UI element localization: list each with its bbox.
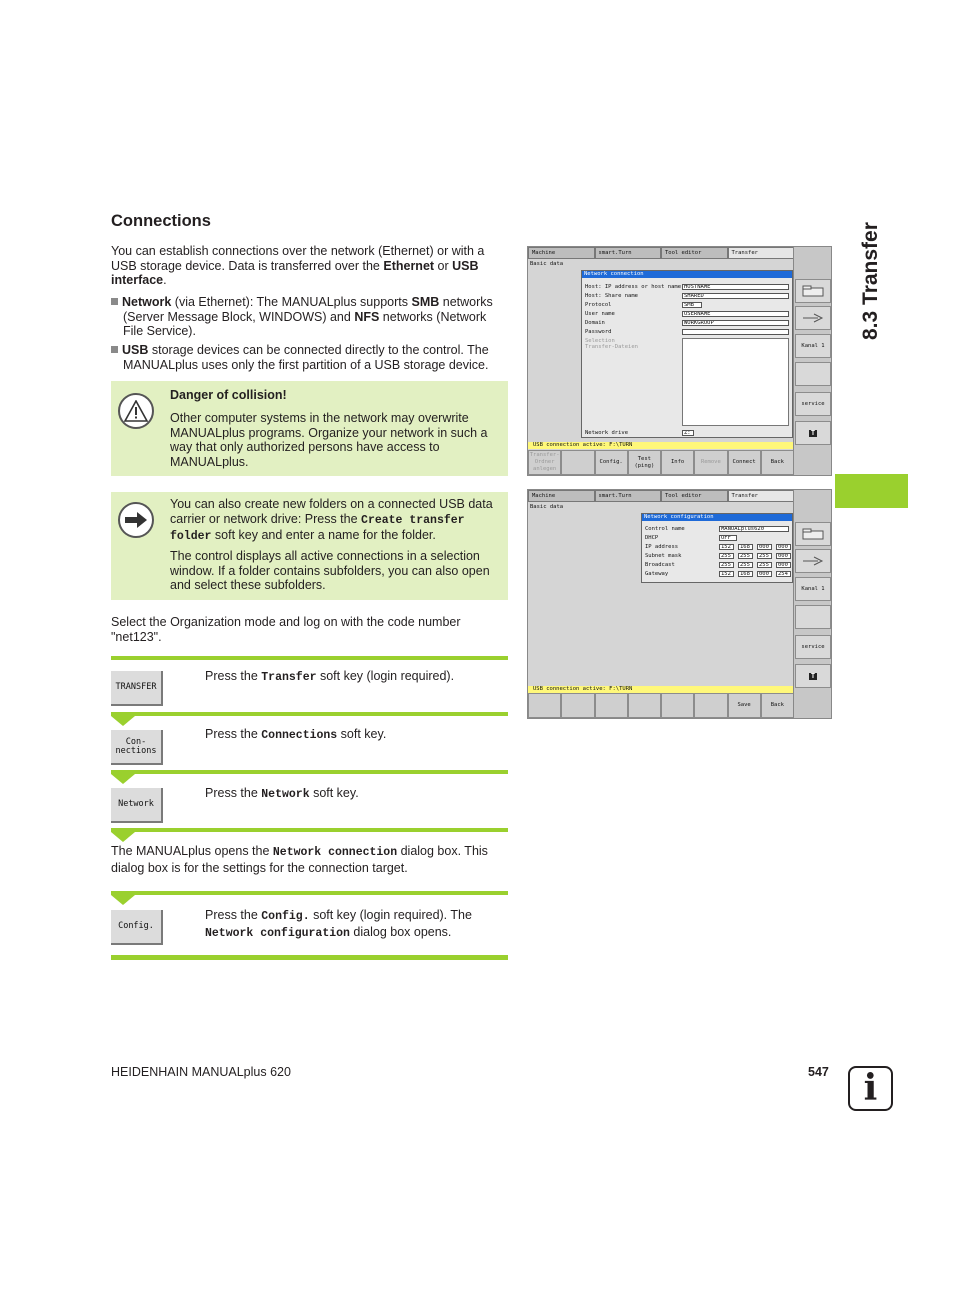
vk-tool-icon[interactable] <box>795 549 831 573</box>
username-field[interactable]: USERNAME <box>682 311 789 317</box>
sk-empty[interactable] <box>528 693 561 718</box>
page-number: 547 <box>808 1065 829 1079</box>
control-name-field[interactable]: MANUALplus620 <box>719 526 789 532</box>
step-arrow-icon <box>111 716 135 726</box>
sk-empty[interactable] <box>595 693 628 718</box>
gateway-octet[interactable]: 168 <box>738 571 753 577</box>
password-field[interactable] <box>682 329 789 335</box>
bullet-square-icon <box>111 298 118 305</box>
gateway-octet[interactable]: 000 <box>757 571 772 577</box>
sk-info[interactable]: Info <box>661 450 694 475</box>
basic-data-label: Basic data <box>530 504 564 510</box>
step-arrow-icon <box>111 895 135 905</box>
selection-label: Selection <box>585 338 615 344</box>
broadcast-octet[interactable]: 000 <box>776 562 791 568</box>
step-rule <box>111 891 508 895</box>
screenshot-network-configuration <box>527 489 832 719</box>
row-label: User name <box>585 311 615 317</box>
vk-service[interactable]: service <box>795 392 831 416</box>
sk-empty[interactable] <box>694 693 727 718</box>
sk-config[interactable]: Config. <box>595 450 628 475</box>
tip-box <box>111 492 508 600</box>
softkey-bar <box>528 693 794 718</box>
row-label: Host: IP address or host name <box>585 284 682 290</box>
step-rule <box>111 955 508 960</box>
bullet-network: Network (via Ethernet): The MANUALplus supports SMB networks (Server Message Block, WINDOWS) and NFS networks (Network File Service). <box>111 295 508 339</box>
dialog-title: Network configuration <box>642 514 792 521</box>
sk-empty[interactable] <box>561 693 594 718</box>
basic-data-label: Basic data <box>530 261 564 267</box>
row-label: IP address <box>645 544 679 550</box>
broadcast-octet[interactable]: 255 <box>719 562 734 568</box>
danger-text: Other computer systems in the network may overwrite MANUALplus programs. Organize your network in such a way that only authorized persons have access to MANUALplus. <box>170 411 488 469</box>
mode-tabs <box>528 490 794 502</box>
row-label: DHCP <box>645 535 659 541</box>
chapter-tab <box>835 474 908 508</box>
vk-empty[interactable] <box>795 605 831 629</box>
info-icon: i <box>848 1066 893 1111</box>
danger-title: Danger of collision! <box>170 388 287 402</box>
selection-list[interactable] <box>682 338 789 426</box>
bullet-usb: USB storage devices can be connected directly to the control. The MANUALplus uses only the first partition of a USB storage device. <box>111 343 508 372</box>
drive-field[interactable]: Z: <box>682 430 694 436</box>
config-softkey[interactable]: Config. <box>111 910 163 945</box>
broadcast-octet[interactable]: 255 <box>738 562 753 568</box>
vk-transfer-t[interactable]: T <box>795 421 831 445</box>
warning-icon <box>118 393 154 429</box>
sk-connect[interactable]: Connect <box>728 450 761 475</box>
section-heading: Connections <box>111 212 211 230</box>
danger-box <box>111 381 508 476</box>
tip-text-2: The control displays all active connections in a selection window. If a folder contains subfolders, you can also open and select these subfolders. <box>170 549 490 592</box>
tab-smart-turn[interactable]: smart.Turn <box>595 247 662 259</box>
sk-back[interactable]: Back <box>761 450 794 475</box>
domain-field[interactable]: WORKGROUP <box>682 320 789 326</box>
sk-remove[interactable]: Remove <box>694 450 727 475</box>
sk-save[interactable]: Save <box>728 693 761 718</box>
tab-tool-editor[interactable]: Tool editor <box>661 247 728 259</box>
network-configuration-dialog <box>641 513 793 583</box>
share-field[interactable]: SHARED <box>682 293 789 299</box>
ip-octet[interactable]: 000 <box>757 544 772 550</box>
step-rule <box>111 770 508 774</box>
vk-service[interactable]: service <box>795 635 831 659</box>
chapter-title <box>851 212 883 342</box>
vertical-softkey-bar <box>793 490 831 719</box>
vk-empty[interactable] <box>795 362 831 386</box>
drive-label: Network drive <box>585 430 629 436</box>
tab-machine[interactable]: Machine <box>528 490 595 502</box>
gateway-octet[interactable]: 254 <box>776 571 791 577</box>
tab-machine[interactable]: Machine <box>528 247 595 259</box>
arrow-right-icon <box>118 502 154 538</box>
step-rule <box>111 828 508 832</box>
sk-empty[interactable] <box>628 693 661 718</box>
step-arrow-icon <box>111 774 135 784</box>
step-2-text: Press the Connections soft key. <box>205 727 387 742</box>
row-label: Password <box>585 329 612 335</box>
screenshot-network-connection <box>527 246 832 476</box>
sk-back[interactable]: Back <box>761 693 794 718</box>
row-label: Control name <box>645 526 685 532</box>
step-rule <box>111 656 508 660</box>
vk-kanal[interactable]: Kanal 1 <box>795 577 831 601</box>
step-arrow-icon <box>111 832 135 842</box>
ip-octet[interactable]: 000 <box>776 544 791 550</box>
step-1-text: Press the Transfer soft key (login required). <box>205 669 455 684</box>
row-label: Subnet mask <box>645 553 682 559</box>
broadcast-octet[interactable]: 255 <box>757 562 772 568</box>
sk-empty[interactable] <box>661 693 694 718</box>
vk-kanal[interactable]: Kanal 1 <box>795 334 831 358</box>
selection-sub: Transfer-Dateien <box>585 344 638 350</box>
select-paragraph: Select the Organization mode and log on with the code number "net123". <box>111 615 461 644</box>
ip-octet[interactable]: 168 <box>738 544 753 550</box>
vk-transfer-t[interactable]: T <box>795 664 831 688</box>
protocol-select[interactable]: SMB <box>682 302 702 308</box>
row-label: Host: Share name <box>585 293 638 299</box>
vk-tool-icon[interactable] <box>795 306 831 330</box>
sk-transfer-folder[interactable]: Transfer- Ordner anlegen <box>528 450 561 475</box>
tip-text-1: You can also create new folders on a connected USB data carrier or network drive: Press the Create transfer folder soft key and enter a name for the folder. <box>170 497 493 543</box>
intro-paragraph: You can establish connections over the network (Ethernet) or with a USB storage device. Data is transferred over the Ethernet or USB interface. <box>111 244 485 287</box>
transfer-softkey[interactable]: TRANSFER <box>111 671 163 706</box>
row-label: Gateway <box>645 571 669 577</box>
svg-text:8.3 Transfer: 8.3 Transfer <box>859 222 882 340</box>
row-label: Protocol <box>585 302 612 308</box>
vk-folder-icon[interactable] <box>795 522 831 546</box>
subnet-octet[interactable]: 255 <box>719 553 734 559</box>
usb-status: USB connection active: F:\TURN <box>528 686 794 693</box>
step-4-text: Press the Config. soft key (login required). The Network configuration dialog box opens. <box>205 908 472 940</box>
gateway-octet[interactable]: 152 <box>719 571 734 577</box>
mode-tabs <box>528 247 794 259</box>
network-connection-dialog <box>581 270 793 438</box>
row-label: Broadcast <box>645 562 675 568</box>
row-label: Domain <box>585 320 605 326</box>
softkey-bar <box>528 450 794 475</box>
sk-test-ping[interactable]: Test (ping) <box>628 450 661 475</box>
subnet-octet[interactable]: 255 <box>757 553 772 559</box>
network-softkey[interactable]: Network <box>111 788 163 823</box>
usb-status: USB connection active: F:\TURN <box>528 442 794 449</box>
dialog-title: Network connection <box>582 271 792 278</box>
subnet-octet[interactable]: 000 <box>776 553 791 559</box>
opens-paragraph: The MANUALplus opens the Network connection dialog box. This dialog box is for the settings for the connection target. <box>111 844 488 875</box>
bullet-square-icon <box>111 346 118 353</box>
vertical-softkey-bar <box>793 247 831 476</box>
tab-transfer[interactable]: Transfer <box>728 490 795 502</box>
host-field[interactable]: HOSTNAME <box>682 284 789 290</box>
connections-softkey[interactable]: Con- nections <box>111 730 163 765</box>
subnet-octet[interactable]: 255 <box>738 553 753 559</box>
ip-octet[interactable]: 152 <box>719 544 734 550</box>
vk-folder-icon[interactable] <box>795 279 831 303</box>
step-rule <box>111 712 508 716</box>
step-3-text: Press the Network soft key. <box>205 786 359 801</box>
footer-title: HEIDENHAIN MANUALplus 620 <box>111 1065 291 1079</box>
dhcp-select[interactable]: OFF <box>719 535 737 541</box>
tab-tool-editor[interactable]: Tool editor <box>661 490 728 502</box>
tab-smart-turn[interactable]: smart.Turn <box>595 490 662 502</box>
sk-empty[interactable] <box>561 450 594 475</box>
tab-transfer[interactable]: Transfer <box>728 247 795 259</box>
